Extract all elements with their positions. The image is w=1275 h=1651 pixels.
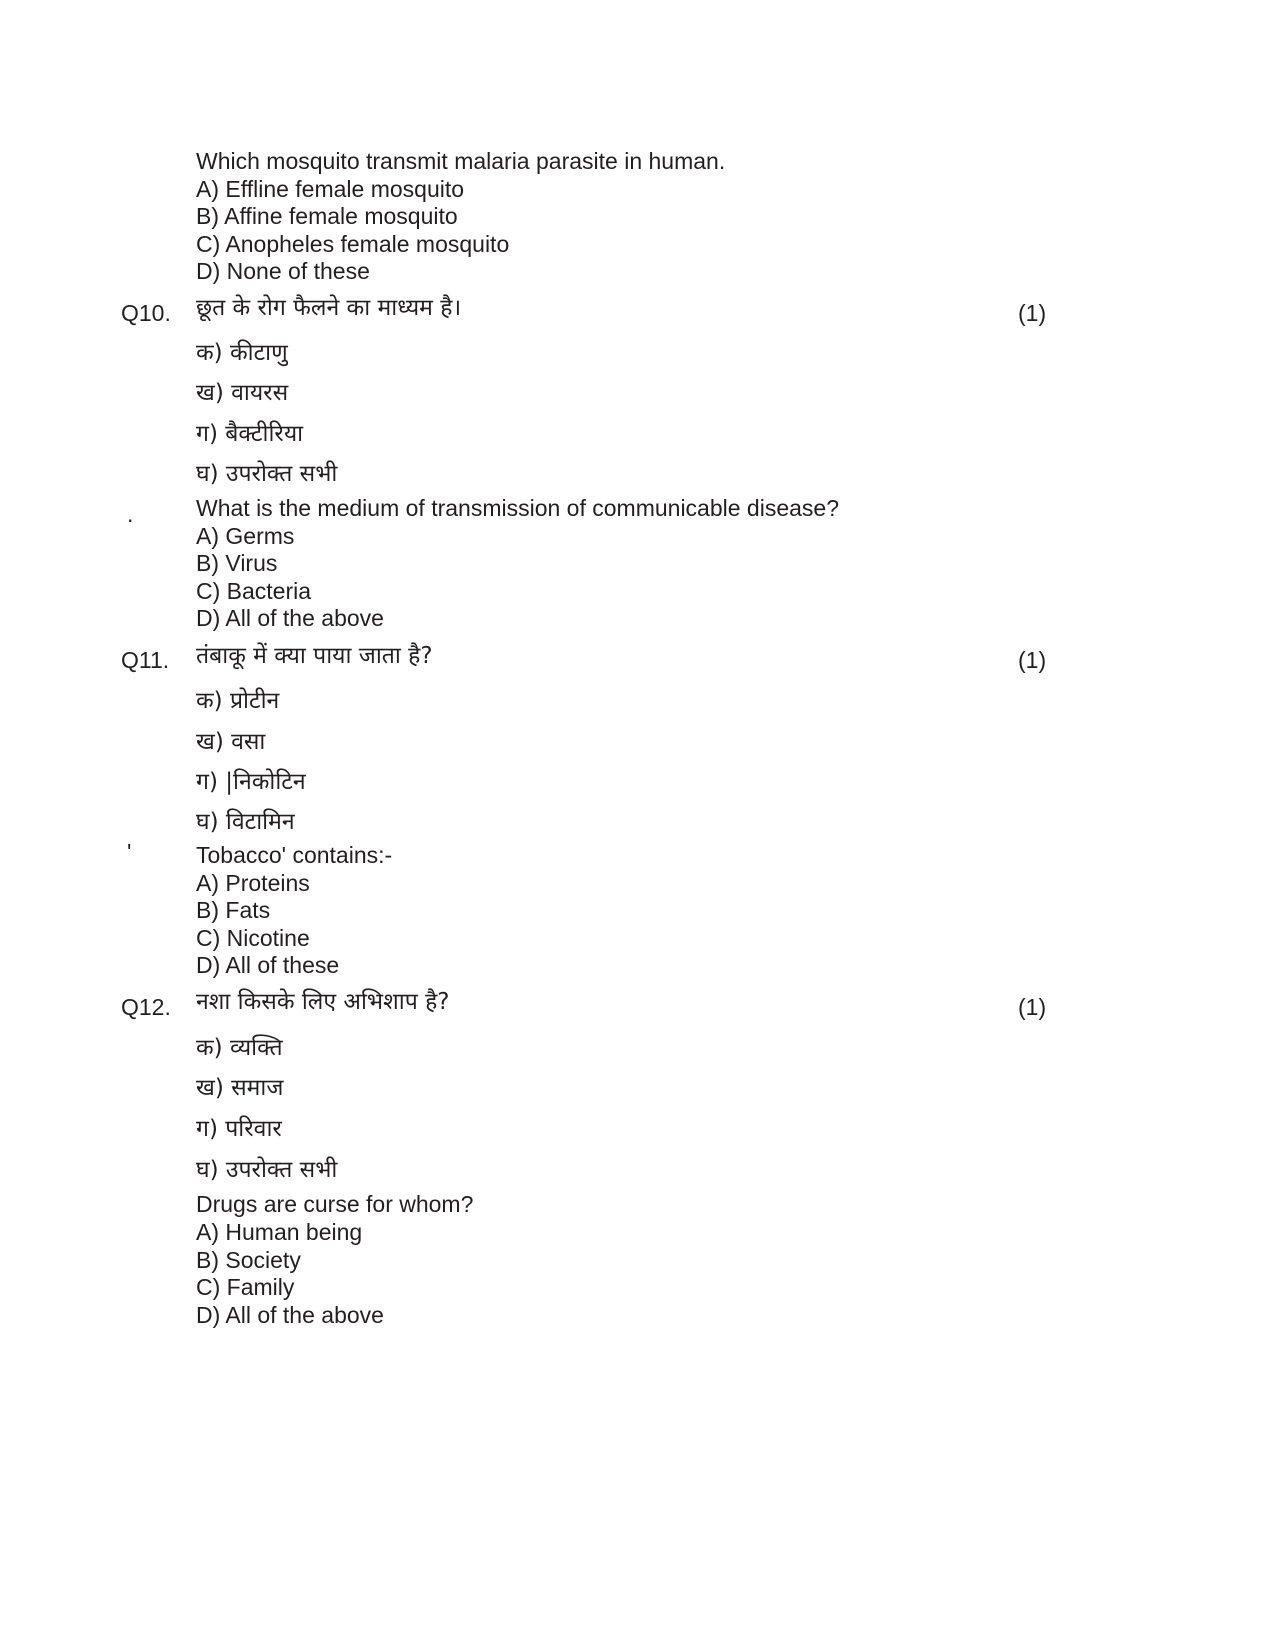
q12-hi-option-gha: घ) उपरोक्त सभी — [196, 1157, 338, 1183]
q10-en-option-b: B) Virus — [196, 550, 278, 576]
q10-en-question: What is the medium of transmission of communicable disease? — [196, 495, 840, 521]
q12-hi-question: नशा किसके लिए अभिशाप है? — [196, 989, 450, 1015]
q12-marks: (1) — [1018, 994, 1047, 1020]
q10-hi-option-kha: ख) वायरस — [196, 380, 289, 406]
q9-en-option-d: D) None of these — [196, 258, 370, 284]
q10-marks: (1) — [1018, 300, 1047, 326]
q11-en-option-d: D) All of these — [196, 952, 340, 978]
q12-hi-option-ka: क) व्यक्ति — [196, 1035, 283, 1061]
q10-hi-option-gha: घ) उपरोक्त सभी — [196, 461, 338, 487]
q12-en-question: Drugs are curse for whom? — [196, 1191, 474, 1217]
q10-hi-option-ga: ग) बैक्टीरिया — [196, 421, 304, 447]
q11-en-option-c: C) Nicotine — [196, 925, 310, 951]
q12-en-option-d: D) All of the above — [196, 1302, 384, 1328]
q10-hi-option-ka: क) कीटाणु — [196, 340, 288, 366]
q10-number: Q10. — [121, 300, 171, 326]
q12-number: Q12. — [121, 994, 171, 1020]
q10-en-option-c: C) Bacteria — [196, 578, 312, 604]
q11-en-option-b: B) Fats — [196, 897, 271, 923]
q11-en-question: Tobacco' contains:- — [196, 842, 393, 868]
q11-hi-question: तंबाकू में क्या पाया जाता है? — [196, 643, 433, 669]
q9-en-option-a: A) Effline female mosquito — [196, 176, 465, 202]
q11-number: Q11. — [121, 647, 170, 673]
q12-en-option-b: B) Society — [196, 1247, 301, 1273]
q11-en-option-a: A) Proteins — [196, 870, 310, 896]
q11-hi-option-ga: ग) |निकोटिन — [196, 769, 306, 795]
q10-hi-question: छूत के रोग फैलने का माध्यम है। — [196, 295, 462, 321]
q12-hi-option-ga: ग) परिवार — [196, 1116, 282, 1142]
q10-en-option-a: A) Germs — [196, 523, 295, 549]
q10-en-option-d: D) All of the above — [196, 605, 384, 631]
q11-hi-option-gha: घ) विटामिन — [196, 809, 295, 835]
q11-marks: (1) — [1018, 647, 1047, 673]
q11-stray-mark: ' — [127, 839, 132, 865]
q12-en-option-c: C) Family — [196, 1274, 295, 1300]
q12-en-option-a: A) Human being — [196, 1219, 363, 1245]
q9-en-option-c: C) Anopheles female mosquito — [196, 231, 510, 257]
q9-en-question: Which mosquito transmit malaria parasite in human. — [196, 148, 726, 174]
q10-stray-mark: . — [127, 501, 134, 527]
q9-en-option-b: B) Affine female mosquito — [196, 203, 458, 229]
q12-hi-option-kha: ख) समाज — [196, 1075, 284, 1101]
q11-hi-option-kha: ख) वसा — [196, 729, 266, 755]
q11-hi-option-ka: क) प्रोटीन — [196, 688, 280, 714]
